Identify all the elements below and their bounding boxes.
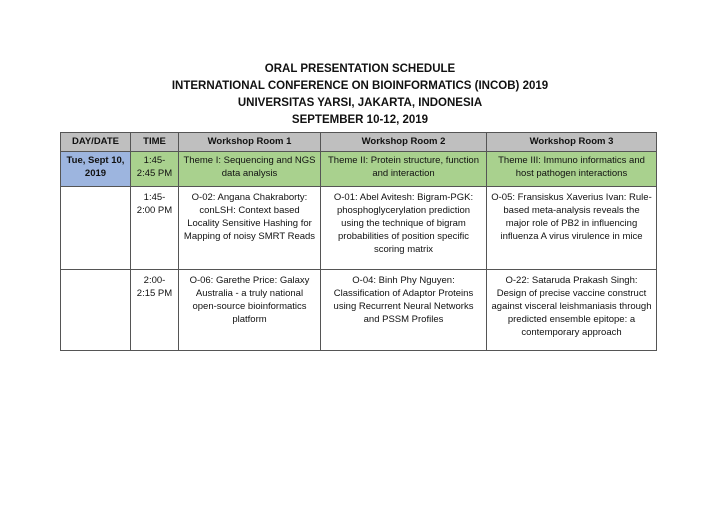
theme-room-1: Theme I: Sequencing and NGS data analysis <box>179 152 321 187</box>
theme-room-2: Theme II: Protein structure, function and interaction <box>321 152 487 187</box>
title-line-4: SEPTEMBER 10-12, 2019 <box>291 114 429 126</box>
session-time-cell: 1:45-2:00 PM <box>131 187 179 270</box>
title-line-1: ORAL PRESENTATION SCHEDULE <box>264 63 456 75</box>
schedule-table <box>60 132 657 351</box>
session-room-2: O-04: Binh Phy Nguyen: Classification of Adaptor Proteins using Recurrent Neural Networks and PSSM Profiles <box>321 270 487 351</box>
title-line-2: INTERNATIONAL CONFERENCE ON BIOINFORMATICS (INCOB) 2019 <box>171 80 549 92</box>
header-room-2: Workshop Room 2 <box>321 133 487 152</box>
session-room-2: O-01: Abel Avitesh: Bigram-PGK: phosphoglycerylation prediction using the technique of bigram probabilities of position specific scoring matrix <box>321 187 487 270</box>
session-room-3: O-05: Fransiskus Xaverius Ivan: Rule-based meta-analysis reveals the major role of PB2 in influencing influenza A virus virulence in mice <box>487 187 657 270</box>
table-row <box>61 270 657 351</box>
session-room-1: O-02: Angana Chakraborty: conLSH: Context based Locality Sensitive Hashing for Mapping of noisy SMRT Reads <box>179 187 321 270</box>
header-time: TIME <box>131 133 179 152</box>
session-room-3: O-22: Sataruda Prakash Singh: Design of precise vaccine construct against visceral leishmaniasis through predicted ensemble epitope: a contemporary approach <box>487 270 657 351</box>
table-row <box>61 187 657 270</box>
title-block <box>0 61 720 129</box>
session-date-cell <box>61 187 131 270</box>
session-room-1: O-06: Garethe Price: Galaxy Australia - a truly national open-source bioinformatics platform <box>179 270 321 351</box>
header-room-1: Workshop Room 1 <box>179 133 321 152</box>
header-day-date: DAY/DATE <box>61 133 131 152</box>
title-line-3: UNIVERSITAS YARSI, JAKARTA, INDONESIA <box>237 97 483 109</box>
theme-room-3: Theme III: Immuno informatics and host pathogen interactions <box>487 152 657 187</box>
session-date-cell <box>61 270 131 351</box>
date-cell: Tue, Sept 10, 2019 <box>61 152 131 187</box>
theme-time-cell: 1:45-2:45 PM <box>131 152 179 187</box>
header-room-3: Workshop Room 3 <box>487 133 657 152</box>
theme-row <box>61 152 657 187</box>
table-header-row <box>61 133 657 152</box>
session-time-cell: 2:00-2:15 PM <box>131 270 179 351</box>
